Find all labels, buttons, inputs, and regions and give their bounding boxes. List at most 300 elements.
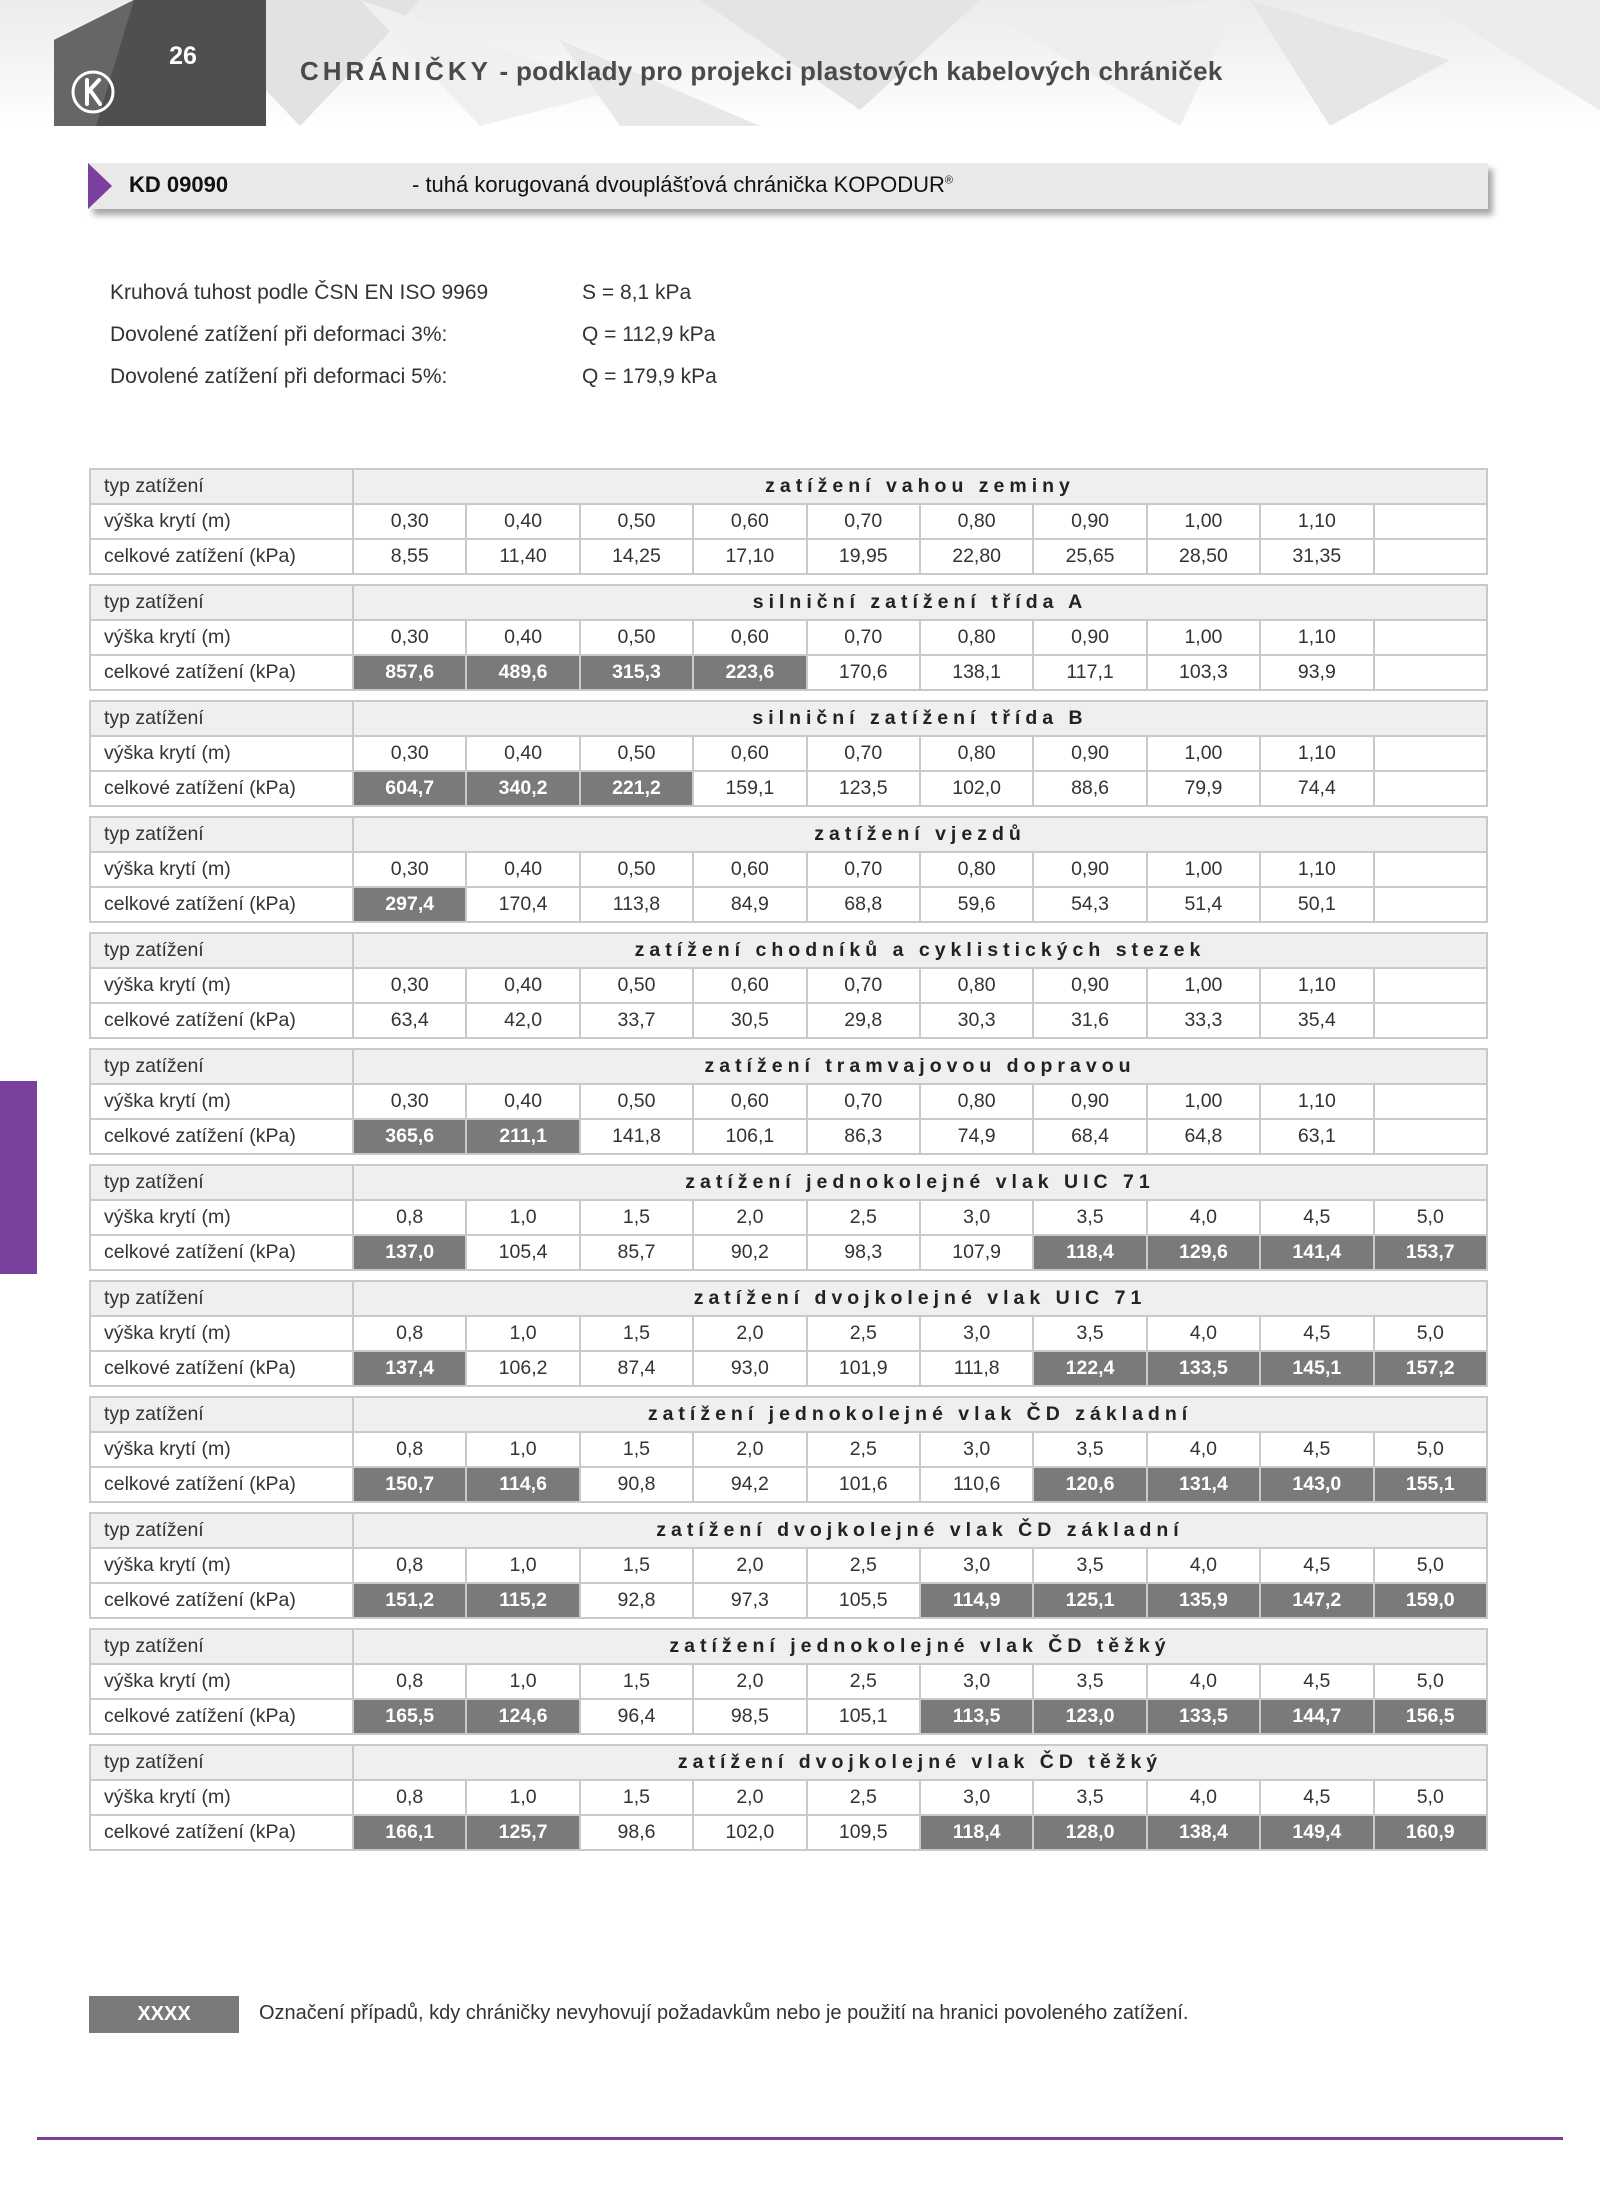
load-cell-flagged: 114,6 — [466, 1467, 579, 1502]
load-cell: 59,6 — [920, 887, 1033, 922]
height-cell: 1,0 — [466, 1780, 579, 1815]
height-cell: 4,0 — [1147, 1664, 1260, 1699]
height-cell: 0,8 — [353, 1316, 466, 1351]
row-label: typ zatížení — [90, 1745, 353, 1780]
load-cell-flagged: 124,6 — [466, 1699, 579, 1734]
row-label: výška krytí (m) — [90, 1664, 353, 1699]
row-label: typ zatížení — [90, 469, 353, 504]
height-cell: 3,5 — [1033, 1664, 1146, 1699]
height-cell: 2,0 — [693, 1316, 806, 1351]
product-code: KD 09090 — [129, 172, 229, 197]
load-cell: 170,4 — [466, 887, 579, 922]
height-cell: 3,5 — [1033, 1548, 1146, 1583]
load-cell: 109,5 — [807, 1815, 920, 1850]
load-cell: 103,3 — [1147, 655, 1260, 690]
load-cell-flagged: 144,7 — [1260, 1699, 1373, 1734]
height-cell: 0,80 — [920, 620, 1033, 655]
section-gap-cell — [90, 1502, 1487, 1513]
height-cell: 4,5 — [1260, 1316, 1373, 1351]
height-cell: 4,0 — [1147, 1432, 1260, 1467]
load-cell-flagged: 128,0 — [1033, 1815, 1146, 1850]
row-label: celkové zatížení (kPa) — [90, 1235, 353, 1270]
row-label: výška krytí (m) — [90, 1548, 353, 1583]
load-cell: 105,5 — [807, 1583, 920, 1618]
property-label: Dovolené zatížení při deformaci 5%: — [110, 365, 448, 388]
height-cell — [1374, 504, 1487, 539]
height-row — [90, 736, 1487, 771]
load-cell: 51,4 — [1147, 887, 1260, 922]
load-cell-flagged: 115,2 — [466, 1583, 579, 1618]
height-cell: 1,0 — [466, 1548, 579, 1583]
section-title: zatížení tramvajovou dopravou — [353, 1049, 1487, 1084]
height-cell: 0,50 — [580, 1084, 693, 1119]
height-cell: 4,5 — [1260, 1664, 1373, 1699]
registered-mark: ® — [944, 174, 953, 187]
load-cell-flagged: 489,6 — [466, 655, 579, 690]
load-cell: 86,3 — [807, 1119, 920, 1154]
row-label: celkové zatížení (kPa) — [90, 1583, 353, 1618]
row-label: výška krytí (m) — [90, 852, 353, 887]
section-title: zatížení jednokolejné vlak ČD základní — [353, 1397, 1487, 1432]
load-cell: 107,9 — [920, 1235, 1033, 1270]
load-cell: 30,3 — [920, 1003, 1033, 1038]
section-title-row — [90, 585, 1487, 620]
height-cell: 0,70 — [807, 504, 920, 539]
section-title-row — [90, 1165, 1487, 1200]
load-cell-flagged: 149,4 — [1260, 1815, 1373, 1850]
load-cell-flagged: 114,9 — [920, 1583, 1033, 1618]
height-cell: 3,0 — [920, 1200, 1033, 1235]
section-gap — [90, 690, 1487, 701]
load-cell: 85,7 — [580, 1235, 693, 1270]
section-gap — [90, 1154, 1487, 1165]
height-cell: 0,60 — [693, 736, 806, 771]
load-cell: 106,1 — [693, 1119, 806, 1154]
height-cell: 3,5 — [1033, 1316, 1146, 1351]
product-description-text: - tuhá korugovaná dvouplášťová chránička KOPODUR — [412, 172, 945, 197]
row-label: celkové zatížení (kPa) — [90, 655, 353, 690]
load-cell: 84,9 — [693, 887, 806, 922]
row-label: celkové zatížení (kPa) — [90, 1815, 353, 1850]
side-accent-bar — [0, 1081, 37, 1274]
load-cell-flagged: 151,2 — [353, 1583, 466, 1618]
load-row — [90, 1583, 1487, 1618]
height-row — [90, 620, 1487, 655]
load-cell: 117,1 — [1033, 655, 1146, 690]
section-gap-cell — [90, 1386, 1487, 1397]
section-gap — [90, 1038, 1487, 1049]
height-cell: 0,70 — [807, 1084, 920, 1119]
load-row — [90, 1119, 1487, 1154]
load-cell — [1374, 1119, 1487, 1154]
load-cell: 33,3 — [1147, 1003, 1260, 1038]
row-label: výška krytí (m) — [90, 1432, 353, 1467]
height-cell: 1,00 — [1147, 852, 1260, 887]
load-cell-flagged: 137,4 — [353, 1351, 466, 1386]
height-cell: 0,40 — [466, 852, 579, 887]
height-cell: 4,0 — [1147, 1780, 1260, 1815]
height-cell: 1,10 — [1260, 968, 1373, 1003]
load-cell: 110,6 — [920, 1467, 1033, 1502]
load-cell: 88,6 — [1033, 771, 1146, 806]
height-cell: 1,10 — [1260, 504, 1373, 539]
load-cell: 105,4 — [466, 1235, 579, 1270]
height-cell: 0,90 — [1033, 852, 1146, 887]
height-row — [90, 1200, 1487, 1235]
height-cell: 0,80 — [920, 736, 1033, 771]
height-cell: 0,8 — [353, 1200, 466, 1235]
height-cell — [1374, 620, 1487, 655]
load-row — [90, 539, 1487, 574]
load-cell: 105,1 — [807, 1699, 920, 1734]
section-title-row — [90, 1745, 1487, 1780]
load-cell-flagged: 125,1 — [1033, 1583, 1146, 1618]
section-title-row — [90, 469, 1487, 504]
legend-text: Označení případů, kdy chráničky nevyhovují požadavkům nebo je použití na hranici povoleného zatížení. — [259, 2002, 1189, 2024]
height-cell: 1,10 — [1260, 1084, 1373, 1119]
section-gap-cell — [90, 1270, 1487, 1281]
height-cell: 4,0 — [1147, 1316, 1260, 1351]
load-cell-flagged: 221,2 — [580, 771, 693, 806]
height-cell: 4,5 — [1260, 1780, 1373, 1815]
height-cell: 1,00 — [1147, 620, 1260, 655]
section-gap — [90, 1734, 1487, 1745]
height-cell: 1,00 — [1147, 968, 1260, 1003]
load-cell: 42,0 — [466, 1003, 579, 1038]
height-cell: 0,80 — [920, 968, 1033, 1003]
height-cell: 5,0 — [1374, 1432, 1487, 1467]
load-cell-flagged: 150,7 — [353, 1467, 466, 1502]
row-label: celkové zatížení (kPa) — [90, 1003, 353, 1038]
load-cell-flagged: 133,5 — [1147, 1699, 1260, 1734]
section-gap — [90, 806, 1487, 817]
height-row — [90, 1316, 1487, 1351]
height-cell: 0,40 — [466, 1084, 579, 1119]
load-cell — [1374, 887, 1487, 922]
product-description — [412, 172, 953, 198]
height-cell: 4,0 — [1147, 1548, 1260, 1583]
height-cell: 3,5 — [1033, 1780, 1146, 1815]
property-value: Q = 112,9 kPa — [582, 323, 716, 346]
load-cell: 68,4 — [1033, 1119, 1146, 1154]
load-cell: 74,4 — [1260, 771, 1373, 806]
height-cell: 1,5 — [580, 1316, 693, 1351]
height-cell: 5,0 — [1374, 1200, 1487, 1235]
height-cell: 0,70 — [807, 852, 920, 887]
height-cell: 0,40 — [466, 504, 579, 539]
load-cell-flagged: 120,6 — [1033, 1467, 1146, 1502]
height-cell: 0,80 — [920, 1084, 1033, 1119]
load-cell-flagged: 141,4 — [1260, 1235, 1373, 1270]
load-cell-flagged: 153,7 — [1374, 1235, 1487, 1270]
load-cell: 28,50 — [1147, 539, 1260, 574]
load-cell: 87,4 — [580, 1351, 693, 1386]
height-cell: 0,90 — [1033, 620, 1146, 655]
load-cell: 33,7 — [580, 1003, 693, 1038]
load-cell: 50,1 — [1260, 887, 1373, 922]
section-title: zatížení vahou zeminy — [353, 469, 1487, 504]
load-cell-flagged: 123,0 — [1033, 1699, 1146, 1734]
load-cell-flagged: 113,5 — [920, 1699, 1033, 1734]
row-label: výška krytí (m) — [90, 620, 353, 655]
load-cell-flagged: 165,5 — [353, 1699, 466, 1734]
height-cell: 2,0 — [693, 1432, 806, 1467]
section-title: silniční zatížení třída A — [353, 585, 1487, 620]
section-title-row — [90, 1281, 1487, 1316]
height-cell: 0,30 — [353, 504, 466, 539]
height-cell: 3,0 — [920, 1664, 1033, 1699]
section-gap-cell — [90, 806, 1487, 817]
load-cell — [1374, 655, 1487, 690]
section-gap — [90, 922, 1487, 933]
load-cell-flagged: 340,2 — [466, 771, 579, 806]
height-cell: 1,00 — [1147, 736, 1260, 771]
load-cell-flagged: 143,0 — [1260, 1467, 1373, 1502]
load-cell: 74,9 — [920, 1119, 1033, 1154]
height-cell: 1,5 — [580, 1548, 693, 1583]
load-cell: 98,5 — [693, 1699, 806, 1734]
load-cell: 102,0 — [693, 1815, 806, 1850]
height-cell: 3,5 — [1033, 1200, 1146, 1235]
height-cell: 2,0 — [693, 1548, 806, 1583]
load-cell-flagged: 118,4 — [920, 1815, 1033, 1850]
load-cell-flagged: 137,0 — [353, 1235, 466, 1270]
row-label: výška krytí (m) — [90, 1780, 353, 1815]
property-label: Kruhová tuhost podle ČSN EN ISO 9969 — [110, 281, 489, 304]
company-logo-icon — [71, 70, 115, 114]
row-label: typ zatížení — [90, 1513, 353, 1548]
row-label: výška krytí (m) — [90, 1084, 353, 1119]
height-cell: 3,0 — [920, 1432, 1033, 1467]
load-cell-flagged: 166,1 — [353, 1815, 466, 1850]
load-cell: 98,6 — [580, 1815, 693, 1850]
load-cell: 29,8 — [807, 1003, 920, 1038]
section-gap-cell — [90, 1038, 1487, 1049]
load-cell: 94,2 — [693, 1467, 806, 1502]
height-cell: 3,0 — [920, 1780, 1033, 1815]
height-cell: 2,0 — [693, 1200, 806, 1235]
load-cell: 54,3 — [1033, 887, 1146, 922]
height-cell: 5,0 — [1374, 1316, 1487, 1351]
load-table — [89, 468, 1488, 1851]
load-cell-flagged: 159,0 — [1374, 1583, 1487, 1618]
load-cell — [1374, 1003, 1487, 1038]
height-cell: 2,0 — [693, 1664, 806, 1699]
height-row — [90, 1432, 1487, 1467]
load-cell-flagged: 129,6 — [1147, 1235, 1260, 1270]
page-title-sub: - podklady pro projekci plastových kabelových chrániček — [492, 56, 1223, 86]
row-label: typ zatížení — [90, 1049, 353, 1084]
section-gap — [90, 1386, 1487, 1397]
section-gap-cell — [90, 574, 1487, 585]
load-cell-flagged: 133,5 — [1147, 1351, 1260, 1386]
row-label: celkové zatížení (kPa) — [90, 539, 353, 574]
row-label: celkové zatížení (kPa) — [90, 1467, 353, 1502]
load-cell: 111,8 — [920, 1351, 1033, 1386]
row-label: typ zatížení — [90, 1629, 353, 1664]
height-cell: 0,60 — [693, 620, 806, 655]
row-label: celkové zatížení (kPa) — [90, 1351, 353, 1386]
section-gap-cell — [90, 1734, 1487, 1745]
row-label: typ zatížení — [90, 817, 353, 852]
load-cell: 138,1 — [920, 655, 1033, 690]
load-cell: 123,5 — [807, 771, 920, 806]
load-cell-flagged: 125,7 — [466, 1815, 579, 1850]
load-cell: 97,3 — [693, 1583, 806, 1618]
load-cell-flagged: 145,1 — [1260, 1351, 1373, 1386]
load-cell: 63,1 — [1260, 1119, 1373, 1154]
section-title: zatížení dvojkolejné vlak UIC 71 — [353, 1281, 1487, 1316]
section-gap — [90, 1502, 1487, 1513]
load-cell-flagged: 211,1 — [466, 1119, 579, 1154]
height-cell: 0,70 — [807, 968, 920, 1003]
load-cell: 90,8 — [580, 1467, 693, 1502]
property-value: Q = 179,9 kPa — [582, 365, 717, 388]
load-cell: 11,40 — [466, 539, 579, 574]
height-cell: 0,80 — [920, 504, 1033, 539]
height-cell: 3,5 — [1033, 1432, 1146, 1467]
height-cell: 0,8 — [353, 1548, 466, 1583]
height-cell: 1,5 — [580, 1432, 693, 1467]
row-label: typ zatížení — [90, 585, 353, 620]
height-row — [90, 1780, 1487, 1815]
section-gap — [90, 574, 1487, 585]
section-title-row — [90, 1629, 1487, 1664]
load-cell-flagged: 155,1 — [1374, 1467, 1487, 1502]
height-cell: 1,10 — [1260, 736, 1373, 771]
load-cell-flagged: 138,4 — [1147, 1815, 1260, 1850]
section-gap-cell — [90, 1618, 1487, 1629]
height-cell: 4,5 — [1260, 1432, 1373, 1467]
height-cell: 1,0 — [466, 1432, 579, 1467]
height-cell: 0,50 — [580, 620, 693, 655]
height-row — [90, 968, 1487, 1003]
load-row — [90, 887, 1487, 922]
load-cell — [1374, 539, 1487, 574]
row-label: celkové zatížení (kPa) — [90, 1699, 353, 1734]
height-cell — [1374, 968, 1487, 1003]
row-label: typ zatížení — [90, 933, 353, 968]
section-title-row — [90, 1049, 1487, 1084]
height-cell: 0,60 — [693, 852, 806, 887]
height-cell: 0,40 — [466, 620, 579, 655]
section-title-row — [90, 817, 1487, 852]
page-title — [300, 56, 1223, 87]
legend-marker: XXXX — [89, 1996, 239, 2033]
height-cell: 1,00 — [1147, 504, 1260, 539]
height-cell: 0,50 — [580, 852, 693, 887]
height-cell: 2,5 — [807, 1664, 920, 1699]
height-cell: 0,50 — [580, 736, 693, 771]
height-cell: 0,90 — [1033, 1084, 1146, 1119]
section-title-row — [90, 1513, 1487, 1548]
load-cell: 170,6 — [807, 655, 920, 690]
load-cell: 68,8 — [807, 887, 920, 922]
section-title: zatížení chodníků a cyklistických stezek — [353, 933, 1487, 968]
load-cell-flagged: 135,9 — [1147, 1583, 1260, 1618]
height-cell: 1,00 — [1147, 1084, 1260, 1119]
load-cell: 17,10 — [693, 539, 806, 574]
height-cell: 0,60 — [693, 1084, 806, 1119]
height-cell: 0,60 — [693, 504, 806, 539]
load-cell: 64,8 — [1147, 1119, 1260, 1154]
section-gap — [90, 1270, 1487, 1281]
load-cell-flagged: 297,4 — [353, 887, 466, 922]
height-cell: 2,0 — [693, 1780, 806, 1815]
load-row — [90, 1235, 1487, 1270]
load-cell: 31,6 — [1033, 1003, 1146, 1038]
height-cell: 1,5 — [580, 1780, 693, 1815]
load-row — [90, 1467, 1487, 1502]
property-label: Dovolené zatížení při deformaci 3%: — [110, 323, 448, 346]
row-label: typ zatížení — [90, 1281, 353, 1316]
section-title-row — [90, 933, 1487, 968]
section-gap — [90, 1618, 1487, 1629]
height-row — [90, 852, 1487, 887]
height-cell: 1,5 — [580, 1200, 693, 1235]
load-row — [90, 1815, 1487, 1850]
height-cell: 2,5 — [807, 1780, 920, 1815]
row-label: výška krytí (m) — [90, 968, 353, 1003]
load-cell: 113,8 — [580, 887, 693, 922]
load-cell-flagged: 147,2 — [1260, 1583, 1373, 1618]
height-row — [90, 1548, 1487, 1583]
load-cell-flagged: 156,5 — [1374, 1699, 1487, 1734]
load-cell-flagged: 122,4 — [1033, 1351, 1146, 1386]
height-cell: 0,30 — [353, 852, 466, 887]
height-cell: 1,0 — [466, 1200, 579, 1235]
load-cell-flagged: 857,6 — [353, 655, 466, 690]
load-cell-flagged: 131,4 — [1147, 1467, 1260, 1502]
load-cell: 63,4 — [353, 1003, 466, 1038]
height-cell: 0,90 — [1033, 504, 1146, 539]
section-gap-cell — [90, 1154, 1487, 1165]
row-label: typ zatížení — [90, 701, 353, 736]
height-cell: 5,0 — [1374, 1780, 1487, 1815]
section-title: zatížení dvojkolejné vlak ČD základní — [353, 1513, 1487, 1548]
load-row — [90, 771, 1487, 806]
load-cell — [1374, 771, 1487, 806]
height-cell: 3,0 — [920, 1548, 1033, 1583]
row-label: výška krytí (m) — [90, 1316, 353, 1351]
load-row — [90, 1699, 1487, 1734]
height-cell: 0,8 — [353, 1780, 466, 1815]
height-cell: 0,60 — [693, 968, 806, 1003]
height-cell: 0,8 — [353, 1664, 466, 1699]
height-cell: 4,0 — [1147, 1200, 1260, 1235]
height-row — [90, 1664, 1487, 1699]
bottom-rule — [37, 2137, 1563, 2140]
height-cell: 0,90 — [1033, 968, 1146, 1003]
section-title-row — [90, 1397, 1487, 1432]
load-cell: 106,2 — [466, 1351, 579, 1386]
height-cell: 2,5 — [807, 1200, 920, 1235]
product-arrow-icon — [88, 163, 112, 209]
load-cell: 92,8 — [580, 1583, 693, 1618]
load-cell: 90,2 — [693, 1235, 806, 1270]
height-cell: 1,10 — [1260, 620, 1373, 655]
height-cell: 0,70 — [807, 620, 920, 655]
load-cell: 30,5 — [693, 1003, 806, 1038]
height-cell: 1,10 — [1260, 852, 1373, 887]
load-cell: 101,6 — [807, 1467, 920, 1502]
load-cell: 93,0 — [693, 1351, 806, 1386]
height-row — [90, 1084, 1487, 1119]
section-title-row — [90, 701, 1487, 736]
load-cell-flagged: 160,9 — [1374, 1815, 1487, 1850]
load-row — [90, 655, 1487, 690]
row-label: typ zatížení — [90, 1165, 353, 1200]
